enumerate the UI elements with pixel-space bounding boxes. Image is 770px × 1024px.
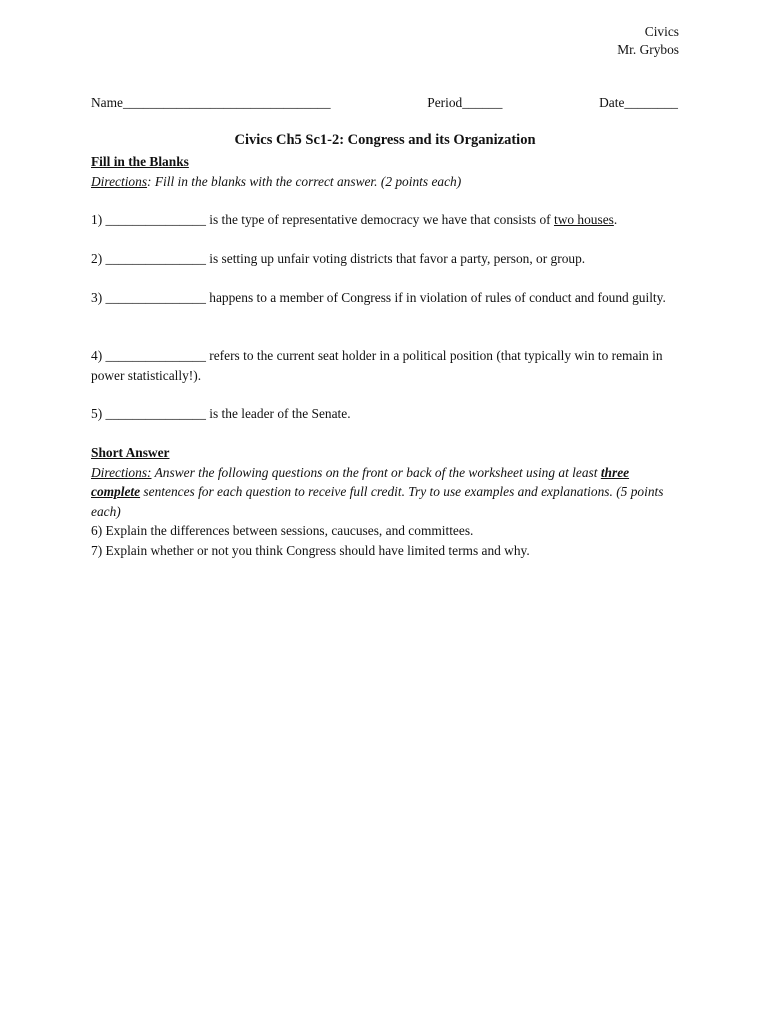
sa-emph-complete: complete — [91, 484, 141, 499]
fill-in-heading: Fill in the Blanks — [91, 154, 189, 169]
question-1-text: 1) _______________ is the type of representative democracy we have that consists of — [91, 212, 554, 227]
sa-directions-label: Directions: — [91, 464, 152, 480]
student-info-row — [91, 93, 678, 113]
short-answer-section — [91, 443, 678, 560]
page-header — [617, 23, 679, 59]
question-5: 5) _______________ is the leader of the Senate. — [91, 406, 351, 421]
short-answer-heading: Short Answer — [91, 445, 170, 460]
sa-emph-three: three — [600, 464, 630, 480]
question-6: 6) Explain the differences between sessions, caucuses, and committees. — [91, 523, 474, 538]
fill-in-directions — [91, 172, 678, 192]
directions-text: : Fill in the blanks with the correct answer. (2 points each) — [147, 173, 462, 189]
name-field[interactable]: Name_______________________________ — [91, 95, 331, 110]
short-answer-directions — [91, 463, 678, 522]
question-1 — [91, 210, 678, 230]
question-1-underlined: two houses — [553, 212, 614, 227]
period-field[interactable]: Period______ — [427, 95, 503, 110]
worksheet-title: Civics Ch5 Sc1-2: Congress and its Organization — [234, 132, 536, 148]
directions-label: Directions — [91, 173, 148, 189]
teacher-label: Mr. Grybos — [617, 42, 679, 57]
fill-in-section-header — [91, 152, 678, 191]
date-field[interactable]: Date________ — [599, 95, 678, 110]
question-4: 4) _______________ refers to the current seat holder in a political position (that typically win to remain in power statistically!). — [91, 348, 663, 383]
question-7: 7) Explain whether or not you think Congress should have limited terms and why. — [91, 542, 530, 558]
sa-directions-text-2: sentences for each question to receive full credit. Try to use examples and explanations. (5 points each) — [91, 484, 664, 519]
question-1-end: . — [613, 212, 618, 227]
question-2: 2) _______________ is setting up unfair voting districts that favor a party, person, or group. — [91, 251, 586, 266]
subject-label: Civics — [644, 24, 679, 39]
question-3: 3) _______________ happens to a member of Congress if in violation of rules of conduct and found guilty. — [91, 290, 666, 305]
sa-directions-text-1: Answer the following questions on the front or back of the worksheet using at least — [151, 464, 601, 480]
